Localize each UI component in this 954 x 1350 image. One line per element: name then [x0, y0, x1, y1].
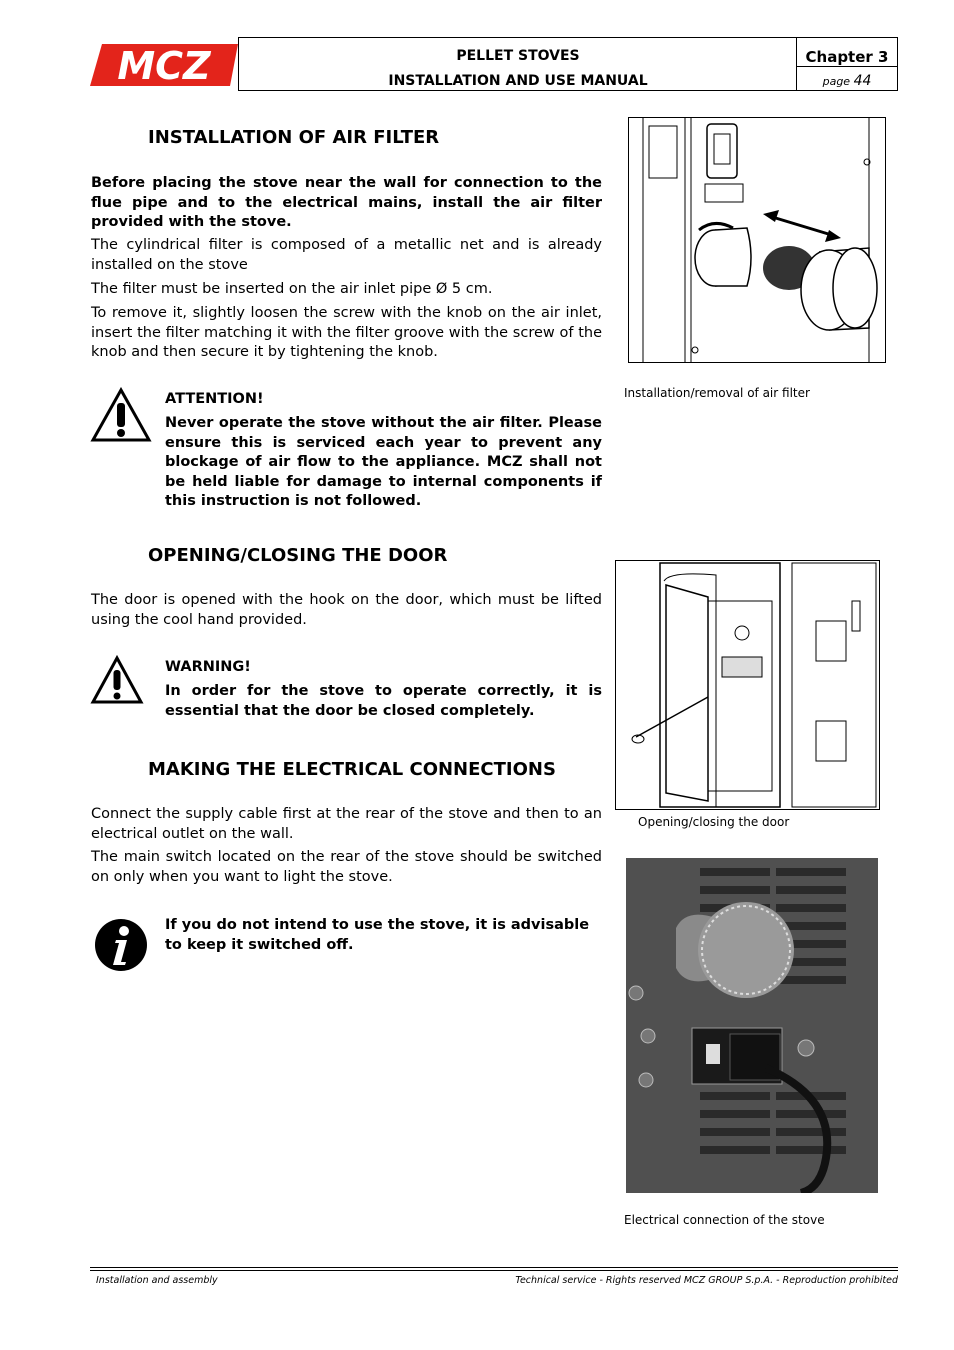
- caption-door: Opening/closing the door: [638, 815, 790, 829]
- mcz-logo: [90, 42, 238, 88]
- heading-air-filter: INSTALLATION OF AIR FILTER: [148, 127, 440, 148]
- air-filter-p1: The cylindrical filter is composed of a metallic net and is already installed on the stove: [91, 237, 602, 273]
- heading-electrical: MAKING THE ELECTRICAL CONNECTIONS: [148, 759, 556, 780]
- footer-right: Technical service - Rights reserved MCZ GROUP S.p.A. - Reproduction prohibited: [515, 1275, 898, 1286]
- warning-triangle-icon: [90, 655, 144, 705]
- air-filter-p3: To remove it, slightly loosen the screw with the knob on the air inlet, insert the filter matching it with the filter groove with the screw of the knob and then secure it by tightening the knob.: [91, 305, 602, 360]
- electrical-photo: [626, 858, 878, 1193]
- electrical-p2: The main switch located on the rear of the stove should be switched on only when you want to light the stove.: [91, 849, 602, 885]
- warning-title: WARNING!: [165, 659, 251, 675]
- electrical-p1: Connect the supply cable first at the rear of the stove and then to an electrical outlet on the wall.: [91, 806, 602, 842]
- chapter-label: Chapter 3: [805, 48, 889, 66]
- header-subtitle: INSTALLATION AND USE MANUAL: [388, 73, 648, 89]
- door-p1: The door is opened with the hook on the door, which must be lifted using the cool hand provided.: [91, 592, 602, 628]
- attention-text: Never operate the stove without the air filter. Please ensure this is serviced each year to prevent any blockage of air flow to the appliance. MCZ shall not be held liable for damage to internal components if this instruction is not followed.: [165, 415, 602, 509]
- warning-text: In order for the stove to operate correctly, it is essential that the door be closed completely.: [165, 683, 602, 719]
- caption-air-filter: Installation/removal of air filter: [624, 386, 810, 400]
- info-text: If you do not intend to use the stove, it is advisable to keep it switched off.: [165, 917, 590, 953]
- air-filter-intro: Before placing the stove near the wall for connection to the flue pipe and to the electrical mains, install the air filter provided with the stove.: [91, 175, 602, 230]
- info-icon: [94, 918, 148, 972]
- air-filter-illustration: [628, 117, 886, 363]
- footer-left: Installation and assembly: [96, 1275, 218, 1286]
- page-number: page 44: [822, 73, 872, 89]
- air-filter-p2: The filter must be inserted on the air inlet pipe Ø 5 cm.: [91, 281, 493, 297]
- svg-text:MCZ: MCZ: [117, 44, 211, 88]
- door-illustration: [615, 560, 880, 810]
- heading-door: OPENING/CLOSING THE DOOR: [148, 545, 448, 566]
- caption-electrical: Electrical connection of the stove: [624, 1213, 825, 1227]
- warning-triangle-icon: [90, 387, 152, 443]
- header-title: PELLET STOVES: [456, 48, 580, 64]
- attention-title: ATTENTION!: [165, 391, 264, 407]
